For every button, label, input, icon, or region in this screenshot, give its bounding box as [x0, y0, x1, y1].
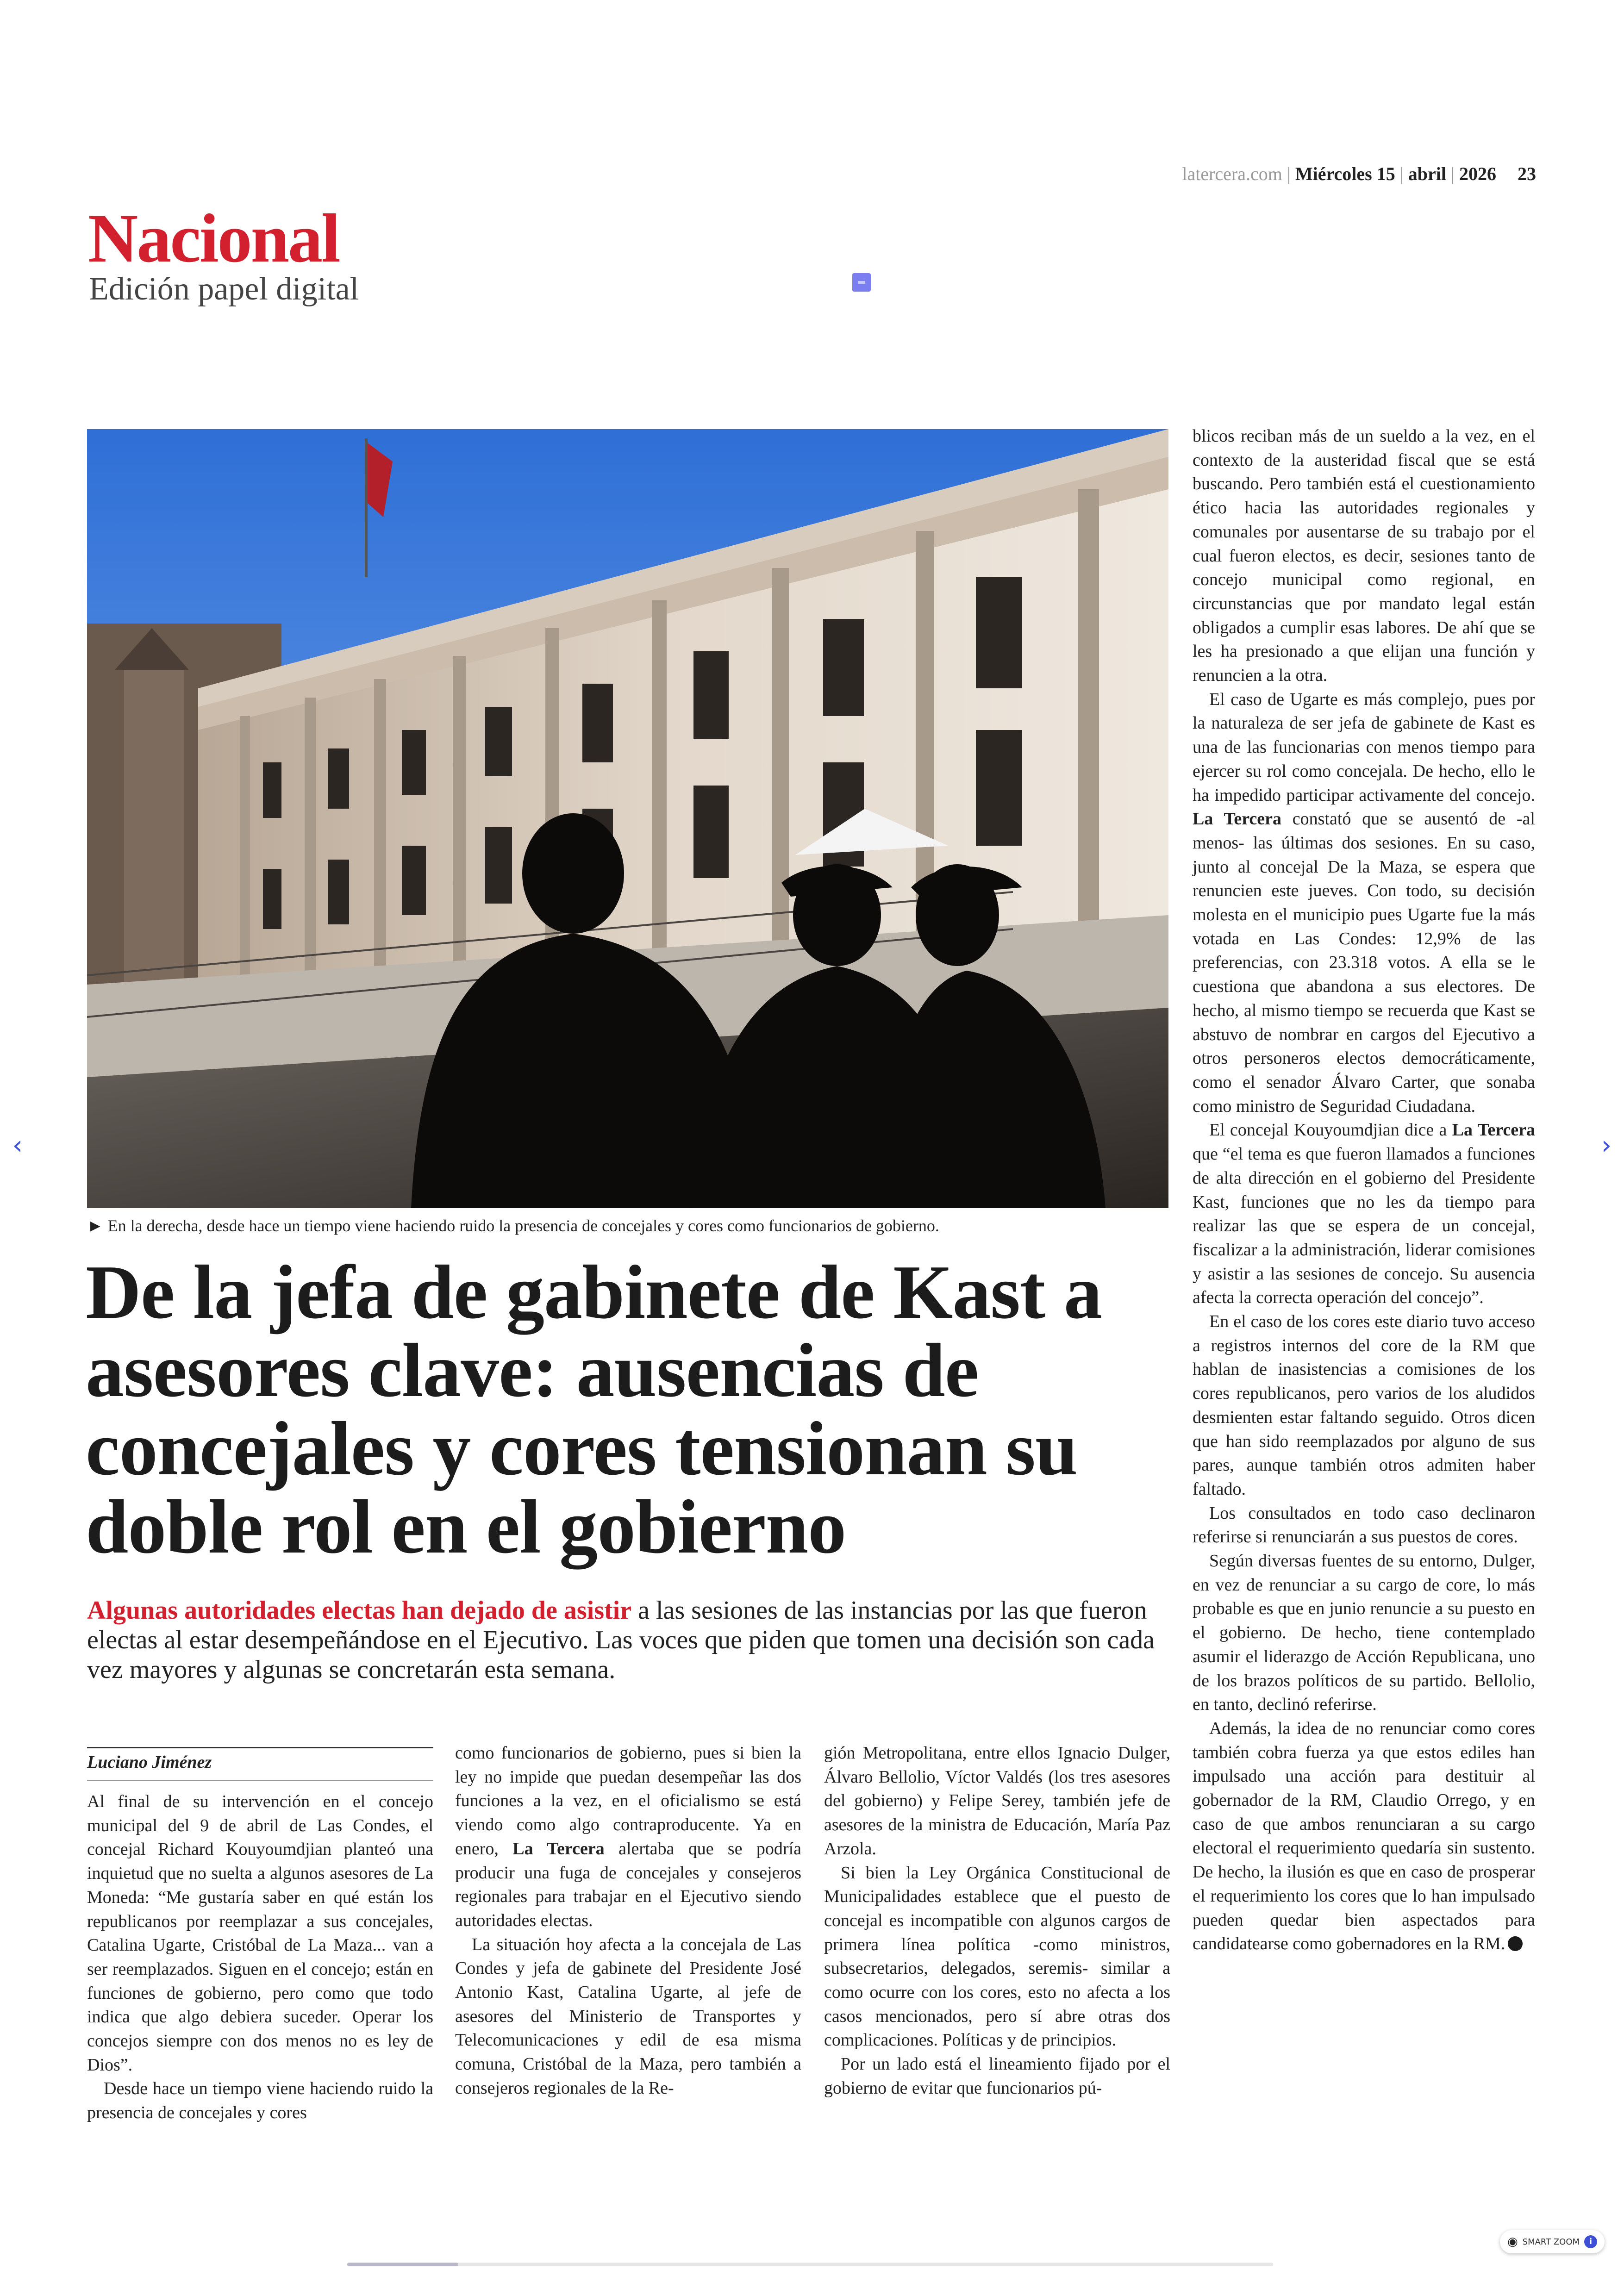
paragraph: blicos reciban más de un sueldo a la vez, en el contexto de la austeridad fiscal que se está buscando. Pero también está el cuestionamiento ético hacia las autoridades regionales y comunales por ausentarse de su trabajo por el cual fueron electos, es decir, sesiones tanto de concejo municipal como regional, en circunstancias que por mandato legal están obligados a cumplir esas labores. De ahí que se les ha presionado a que elijan una función y renuncien a la otra. — [1193, 426, 1535, 686]
paragraph — [455, 1741, 801, 1933]
eye-icon: ◉ — [1507, 2235, 1518, 2249]
next-page-button[interactable]: › — [1601, 1130, 1612, 1160]
newspaper-name: La Tercera — [1452, 1120, 1535, 1140]
paragraph-text: Además, la idea de no renunciar como cores también cobra fuerza ya que estos ediles han impulsado una acción para destituir al gobernador de la RM, Claudio Orrego, y en caso de que ambos renunciaran a su cargo electoral el requerimiento quedaría sin sustento. De hecho, la ilusión es que en caso de prosperar el requerimiento los cores que lo han impulsado pueden quedar bien aspectados para candidatearse como gobernadores en la RM. — [1193, 1718, 1535, 1954]
photo-caption: ► En la derecha, desde hace un tiempo viene haciendo ruido la presencia de concejales y cores como funcionarios de gobierno. — [87, 1216, 939, 1235]
paragraph-text: constató que se ausentó de -al menos- las últimas dos sesiones. En su caso, junto al concejal De la Maza, se espera que renuncien este jueves. Con todo, su decisión molesta en el municipio pues Ugarte fue la más votada en Las Condes: 12,9% de las preferencias, con 23.318 votos. A ella se le cuestiona que abandona a sus electores. De hecho, al mismo tiempo se recuerda que Kast se abstuvo de nombrar en cargos del Ejecutivo a otros personeros electos democráticamente, como el senador Álvaro Carter, que sonaba como ministro de Seguridad Ciudadana. — [1193, 809, 1535, 1116]
article-column-3 — [824, 1741, 1170, 2101]
lede-text: a las sesiones de las instancias por las que fueron electas al estar desempeñándose en el Ejecutivo. Las voces que piden que tomen una decisión son cada vez mayores y algunas se concretarán esta semana. — [87, 1596, 1155, 1684]
paragraph: En el caso de los cores este diario tuvo acceso a registros internos del core de la RM que hablan de inasistencias a comisiones de los cores republicanos, pero varios de los aludidos desmienten estar faltando seguido. Otros dicen que han sido reemplazados por alguno de sus pares, aunque también otros admiten haber faltado. — [1193, 1312, 1535, 1499]
byline-divider — [87, 1780, 433, 1781]
article-lede — [87, 1596, 1170, 1684]
reading-progress-fill — [347, 2263, 458, 2266]
paragraph-text: como funcionarios de gobierno, pues si bien la ley no impide que puedan desempeñar las dos funciones a la vez, en el oficialismo se está viendo como algo contraproducente. Ya en enero, — [455, 1743, 801, 1858]
article-headline: De la jefa de gabinete de Kast a asesores clave: ausencias de concejales y cores tensionan su doble rol en el gobierno — [86, 1249, 1102, 1569]
article-column-1 — [87, 1790, 433, 2125]
paragraph: Según diversas fuentes de su entorno, Dulger, en vez de renunciar a su cargo de core, lo más probable es que en junio renuncie a su puesto en el gobierno. De hecho, tiene contemplado asumir el liderazgo de Acción Republicana, uno de los brazos políticos de su partido. Bellolio, en tanto, declinó referirse. — [1193, 1551, 1535, 1715]
paragraph: Por un lado está el lineamiento fijado por el gobierno de evitar que funcionarios pú- — [824, 2054, 1170, 2098]
byline: Luciano Jiménez — [87, 1747, 433, 1772]
smart-zoom-label: SMART ZOOM — [1522, 2237, 1580, 2247]
paragraph — [1193, 688, 1535, 1119]
masthead-weekday: Miércoles 15 — [1295, 163, 1395, 184]
paragraph: gión Metropolitana, entre ellos Ignacio Dulger, Álvaro Bellolio, Víctor Valdés (los tres asesores del gobierno) y Felipe Serey, también jefe de asesores de la ministra de Educación, María Paz Arzola. — [824, 1743, 1170, 1858]
section-subtitle: Edición papel digital — [89, 271, 359, 307]
paragraph: Al final de su intervención en el concejo municipal del 9 de abril de Las Condes, el concejal Richard Kouyoumdjian planteó una inquietud que no suelta a algunos asesores de La Moneda: “Me gustaría saber en qué están los republicanos por reemplazar a sus concejales, Catalina Ugarte, Cristóbal de La Maza... van a ser reemplazados. Siguen en el concejo; están en funciones de gobierno, pero como que todo indica que algo debiera suceder. Operar los concejos siempre con dos menos no es ley de Dios”. — [87, 1792, 433, 2075]
newspaper-name: La Tercera — [1193, 809, 1281, 829]
paragraph — [1193, 1118, 1535, 1310]
previous-page-button[interactable]: ‹ — [12, 1130, 23, 1160]
lede-highlight: Algunas autoridades electas han dejado de asistir — [87, 1596, 632, 1625]
newspaper-name: La Tercera — [512, 1839, 605, 1858]
comment-marker-icon[interactable] — [852, 273, 871, 292]
paragraph-text: que “el tema es que fueron llamados a funciones de alta dirección en el gobierno del Presidente Kast, funciones que no les da tiempo para realizar las que se espera de un concejal, fiscalizar a la administración, liderar comisiones y asistir a las sesiones de concejo. Su ausencia afecta la correcta operación del concejo”. — [1193, 1144, 1535, 1308]
paragraph: Desde hace un tiempo viene haciendo ruido la presencia de concejales y cores — [87, 2079, 433, 2123]
paragraph: Los consultados en todo caso declinaron referirse si renunciarán a sus puestos de cores. — [1193, 1503, 1535, 1547]
site-name: latercera.com — [1182, 163, 1282, 184]
reading-progress-bar[interactable] — [347, 2263, 1273, 2266]
paragraph: Si bien la Ley Orgánica Constitucional de Municipalidades establece que el puesto de concejal es incompatible con algunos cargos de primera línea política -como ministros, subsecretarios, delegados, seremis- similar a como ocurre con los cores, esto no afecta a los casos mencionados, pero sí abre otras dos complicaciones. Políticas y de principios. — [824, 1863, 1170, 2050]
end-of-article-icon — [1508, 1936, 1523, 1951]
page-number: 23 — [1518, 163, 1536, 184]
article-photo — [87, 429, 1168, 1208]
paragraph — [1193, 1717, 1535, 1956]
palacio-la-moneda-photo — [87, 429, 1168, 1208]
info-icon[interactable]: i — [1584, 2235, 1597, 2248]
article-column-2 — [455, 1741, 801, 2101]
masthead-year: 2026 — [1459, 163, 1496, 184]
paragraph: La situación hoy afecta a la concejala de Las Condes y jefa de gabinete del Presidente José Antonio Kast, Catalina Ugarte, al jefe de asesores del Ministerio de Transportes y Telecomunicaciones y edil de esa misma comuna, Cristóbal de la Maza, pero también a consejeros regionales de la Re- — [455, 1934, 801, 2098]
paragraph-text: El concejal Kouyoumdjian dice a — [1209, 1120, 1452, 1140]
paragraph-text: alertaba que se podría producir una fuga de concejales y consejeros regionales para trabajar en el Ejecutivo siendo autoridades electas. — [455, 1839, 801, 1930]
masthead-month: abril — [1408, 163, 1446, 184]
paragraph-text: El caso de Ugarte es más complejo, pues por la naturaleza de ser jefa de gabinete de Kast es una de las funcionarias con menos tiempo para ejercer su rol como concejala. De hecho, ello le ha impedido participar activamente del concejo. — [1193, 689, 1535, 805]
smart-zoom-button[interactable] — [1500, 2230, 1605, 2253]
masthead: latercera.com | Miércoles 15 | abril | 2026 23 — [1182, 163, 1536, 184]
article-column-4 — [1193, 424, 1535, 1956]
section-title: Nacional — [88, 200, 339, 277]
